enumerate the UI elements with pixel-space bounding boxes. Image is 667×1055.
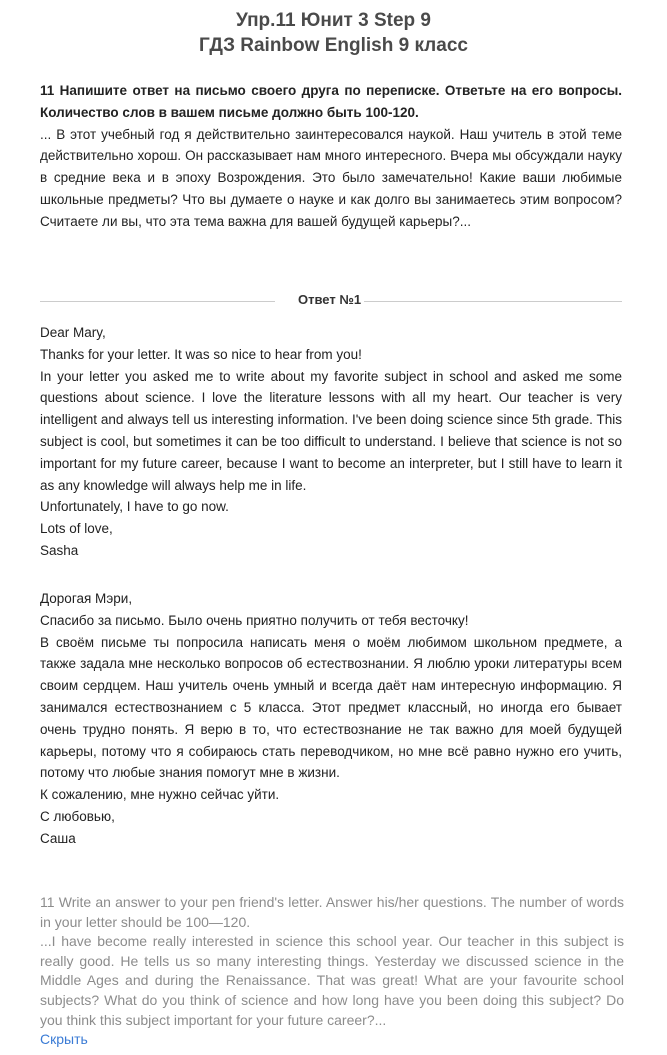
letter-sign-off: Lots of love, [40, 521, 113, 537]
letter-english [40, 322, 622, 562]
letter-russian [40, 588, 622, 850]
task-section [40, 80, 622, 233]
translation-task: 11 Write an answer to your pen friend's letter. Answer his/her questions. The number of words in your letter should be 100—120. [40, 894, 624, 930]
divider-line-left [40, 301, 275, 302]
letter-greeting: Дорогая Мэри, [40, 591, 133, 606]
divider-line-right [364, 301, 622, 302]
letter-signature: Sasha [40, 542, 79, 558]
task-translation [40, 893, 624, 1050]
letter-greeting: Dear Mary, [40, 325, 106, 340]
title-line-exercise: Упр.11 Юнит 3 Step 9 [235, 10, 432, 31]
hide-translation-link[interactable]: Скрыть [40, 1031, 88, 1048]
translation-body: ...I have become really interested in science this school year. Our teacher in this subject is really good. He tells us so many interesting things. Yesterday we discussed science in the Middle Ages and during the Renaissance. That was great! What are your favourite school subjects? What do you think of science and how long have you been doing this subject? Do you think this subject important for your future career?... [40, 933, 624, 1028]
task-heading: 11 Напишите ответ на письмо своего друга по переписке. Ответьте на его вопросы. Количество слов в вашем письме должно быть 100-120. [40, 83, 622, 120]
letter-body: В своём письме ты попросила написать меня о моём любимом школьном предмете, а также задала мне несколько вопросов об естествознании. Я люблю уроки литературы всем своим сердцем. Наш учитель очень умный и всегда даёт нам интересную информацию. Я занимался естествознанием с 5 класса. Этот предмет классный, но иногда его бывает очень трудно понять. Я верю в то, что естествознание не так важно для моей будущей карьеры, потому что я собираюсь стать переводчиком, но мне всё равно нужно его учить, потому что любые знания помогут мне в жизни. [40, 634, 622, 781]
answer-divider [40, 290, 622, 312]
answer-label: Ответ №1 [298, 292, 362, 307]
letter-thanks: Thanks for your letter. It was so nice to hear from you! [40, 346, 362, 362]
letter-closing-line: Unfortunately, I have to go now. [40, 499, 229, 515]
letter-thanks: Спасибо за письмо. Было очень приятно получить от тебя весточку! [40, 612, 469, 628]
letter-sign-off: С любовью, [40, 808, 115, 824]
letter-body: In your letter you asked me to write about my favorite subject in school and asked me some questions about science. I love the literature lessons with all my heart. Our teacher is very intelligent and always tell us interesting information. I've been doing science since 5th grade. This subject is cool, but sometimes it can be too difficult to understand. I believe that science is not so important for my future career, because I want to become an interpreter, but I still have to learn it as any knowledge will always help me in life. [40, 368, 622, 493]
page-title [0, 8, 667, 58]
letter-signature: Саша [40, 830, 76, 846]
letter-closing-line: К сожалению, мне нужно сейчас уйти. [40, 787, 280, 803]
task-body: ... В этот учебный год я действительно заинтересовался наукой. Наш учитель в этой теме действительно хорош. Он рассказывает нам много интересного. Вчера мы обсуждали науку в средние века и в эпоху Возрождения. Это было замечательно! Какие ваши любимые школьные предметы? Что вы думаете о науке и как долго вы занимаетесь этим вопросом? Считаете ли вы, что эта тема важна для вашей будущей карьеры?... [40, 126, 622, 229]
title-line-book: ГДЗ Rainbow English 9 класс [199, 35, 468, 56]
